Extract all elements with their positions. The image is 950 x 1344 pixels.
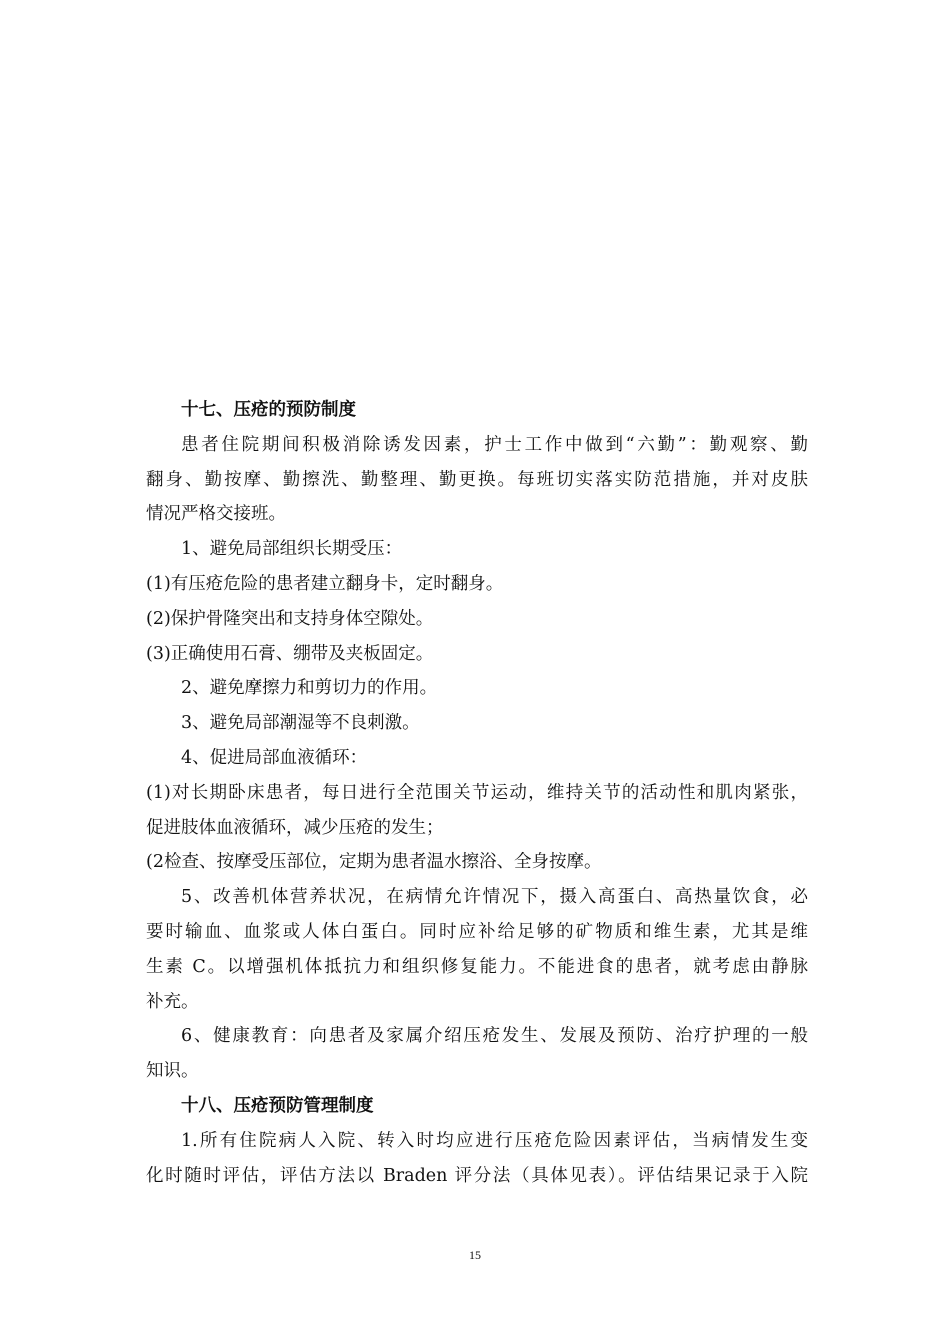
item-4-sub-2: (2检查、按摩受压部位，定期为患者温水擦浴、全身按摩。	[146, 852, 602, 873]
item-4-sub-1-line-2: 促进肢体血液循环，减少压疮的发生；	[146, 817, 444, 838]
item-6-line-2: 知识。	[146, 1061, 199, 1082]
section-18-title: 十八、压疮预防管理制度	[181, 1095, 374, 1116]
section-17-intro-line-2: 翻身、勤按摩、勤擦洗、勤整理、勤更换。每班切实落实防范措施，并对皮肤	[146, 469, 808, 490]
item-5-line-1: 5、改善机体营养状况，在病情允许情况下，摄入高蛋白、高热量饮食，必	[181, 887, 808, 908]
item-1-sub-1: (1)有压疮危险的患者建立翻身卡，定时翻身。	[146, 573, 504, 594]
item-1-sub-3: (3)正确使用石膏、绷带及夹板固定。	[146, 643, 434, 664]
item-4-heading: 4、促进局部血液循环：	[181, 747, 368, 768]
item-1-sub-2: (2)保护骨隆突出和支持身体空隙处。	[146, 608, 434, 629]
section-18-item-1-line-1: 1.所有住院病人入院、转入时均应进行压疮危险因素评估，当病情发生变	[181, 1130, 808, 1151]
item-3: 3、避免局部潮湿等不良刺激。	[181, 713, 420, 734]
item-5-line-3: 生素 C。以增强机体抵抗力和组织修复能力。不能进食的患者，就考虑由静脉	[146, 956, 808, 977]
section-17-intro-line-1: 患者住院期间积极消除诱发因素，护士工作中做到“六勤”：勤观察、勤	[181, 434, 808, 455]
section-18-item-1-line-2: 化时随时评估，评估方法以 Braden 评分法（具体见表）。评估结果记录于入院	[146, 1165, 808, 1186]
page-number: 15	[469, 1248, 481, 1262]
item-5-line-4: 补充。	[146, 991, 199, 1012]
item-5-line-2: 要时输血、血浆或人体白蛋白。同时应补给足够的矿物质和维生素，尤其是维	[146, 921, 808, 942]
document-body	[146, 393, 808, 1193]
item-6-line-1: 6、健康教育：向患者及家属介绍压疮发生、发展及预防、治疗护理的一般	[181, 1026, 808, 1047]
section-17-title: 十七、压疮的预防制度	[181, 400, 356, 420]
item-2: 2、避免摩擦力和剪切力的作用。	[181, 678, 438, 699]
section-17-intro-line-3: 情况严格交接班。	[146, 504, 286, 525]
item-4-sub-1-line-1: (1)对长期卧床患者，每日进行全范围关节运动，维持关节的活动性和肌肉紧张，	[146, 782, 808, 803]
item-1-heading: 1、避免局部组织长期受压：	[181, 539, 403, 560]
